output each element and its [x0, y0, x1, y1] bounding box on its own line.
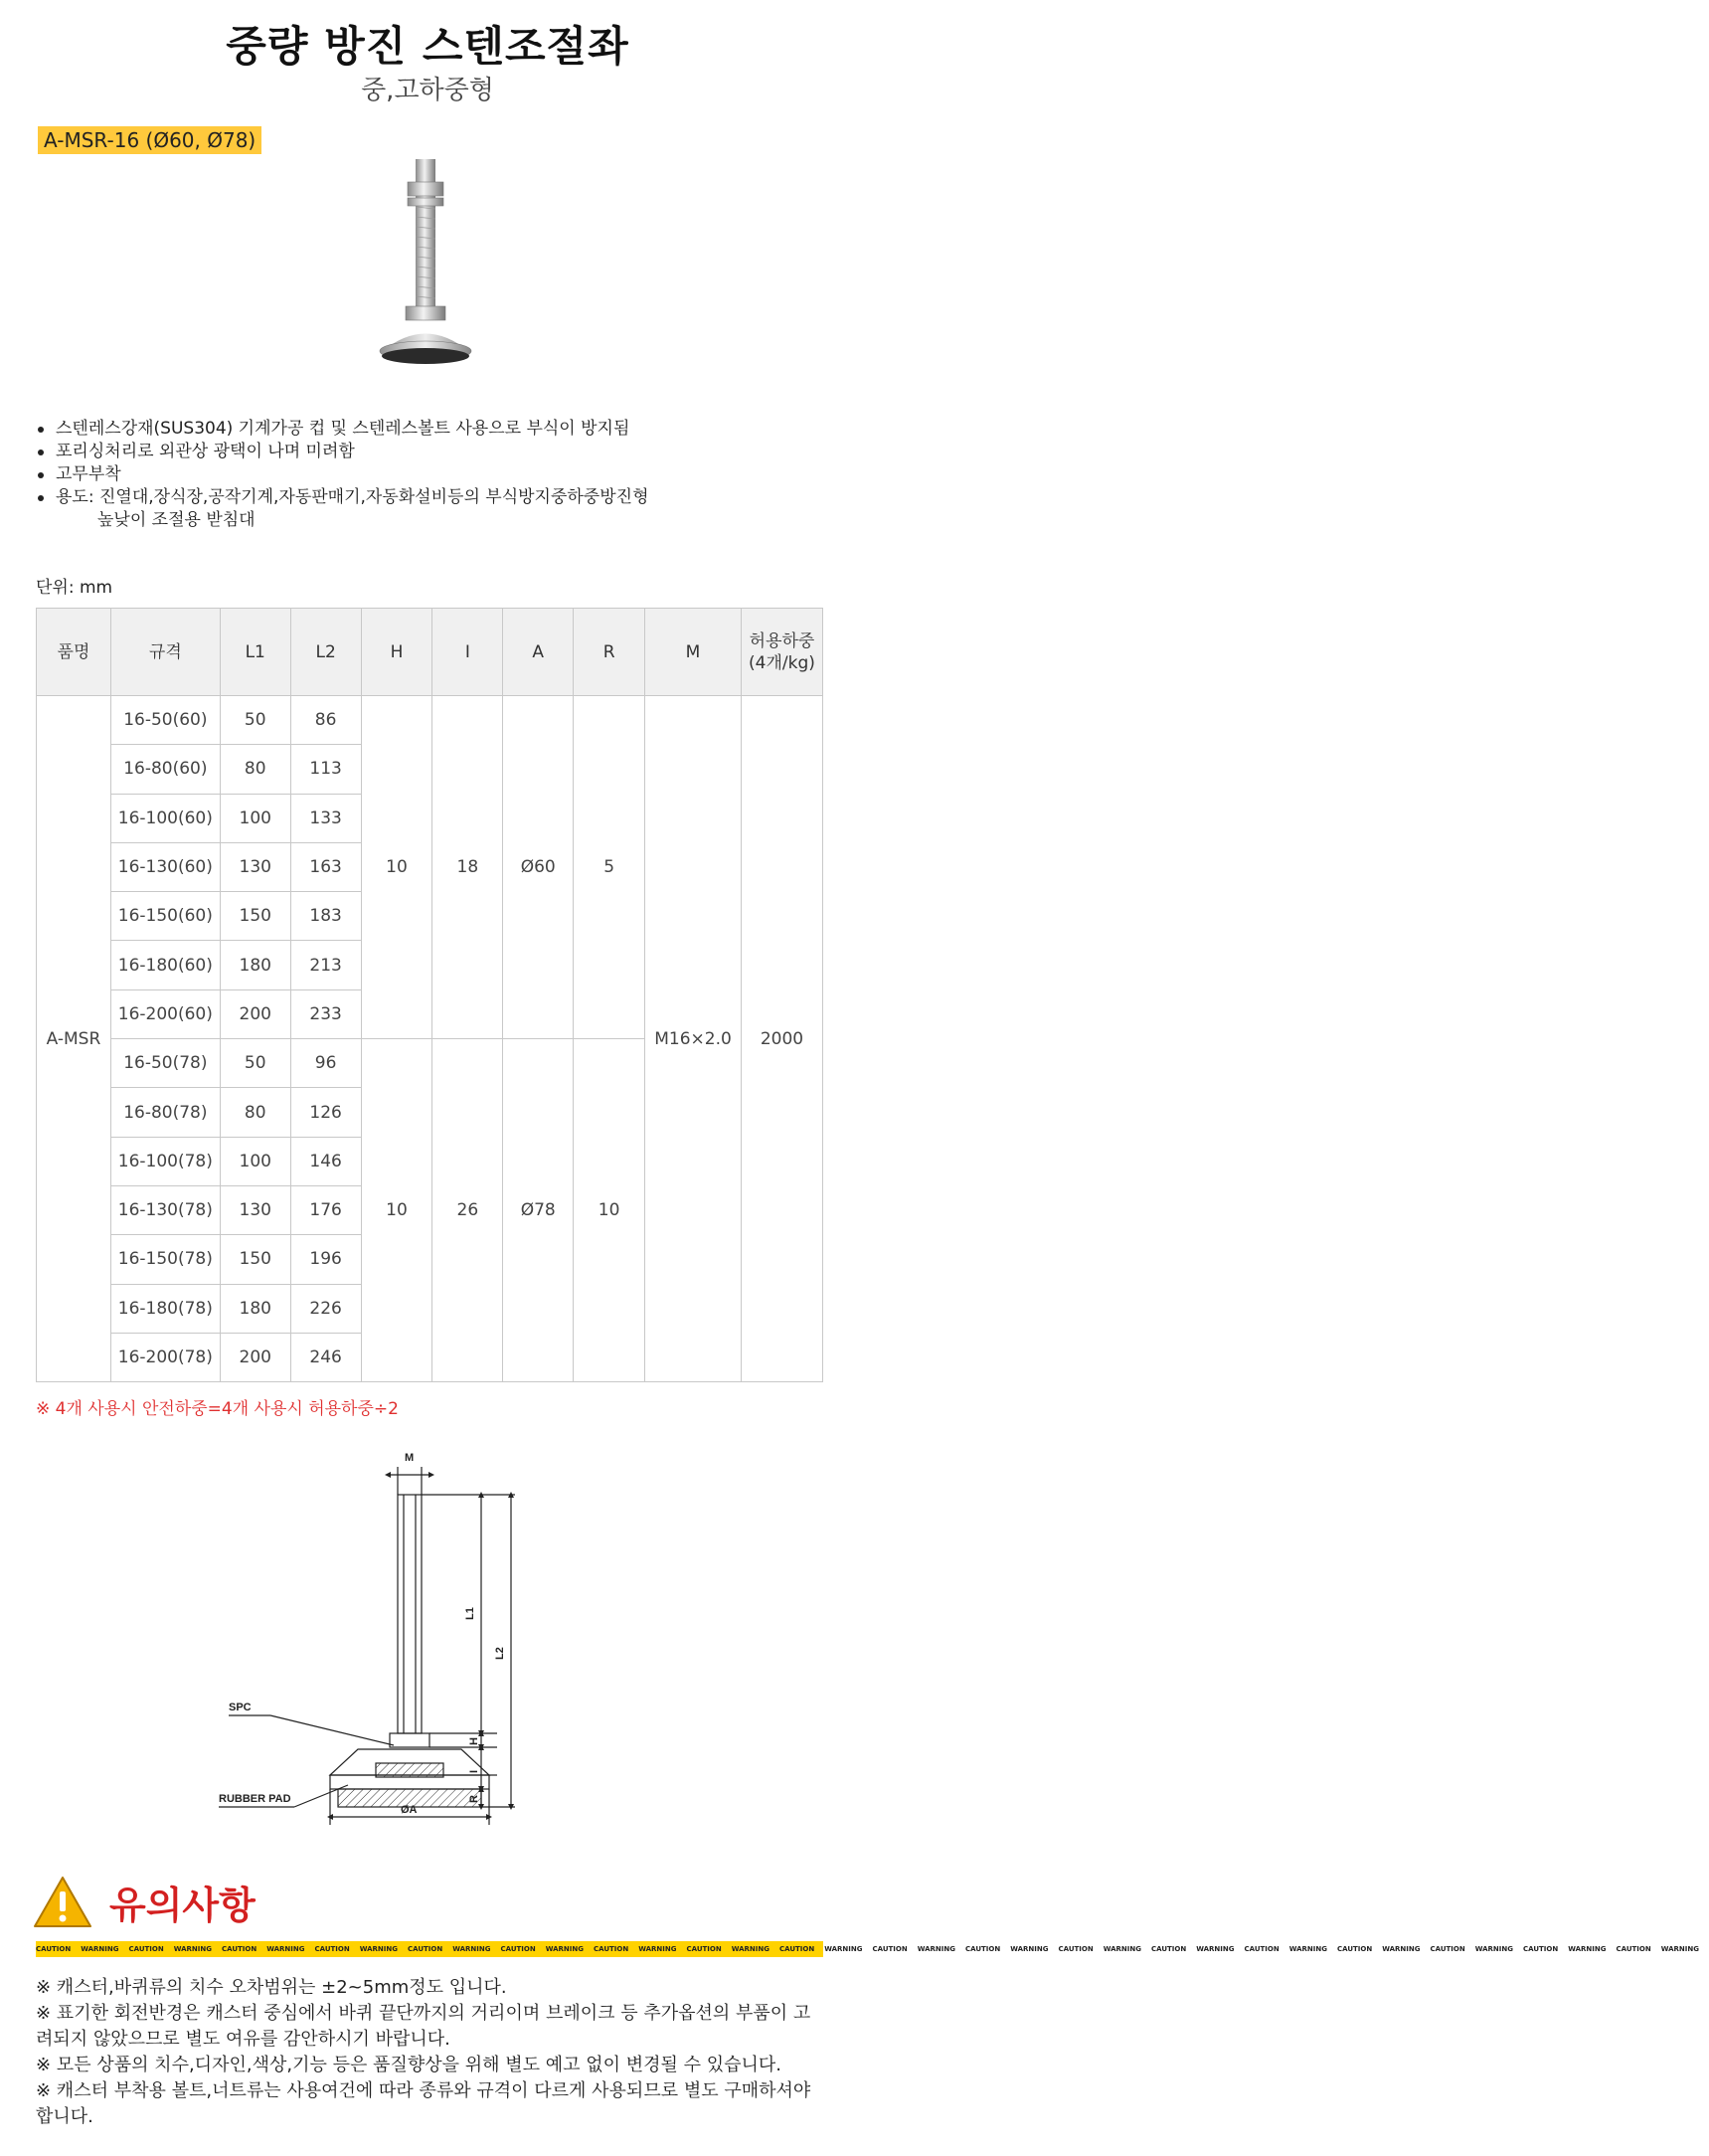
table-cell: 226	[290, 1284, 361, 1333]
tape-word: CAUTION	[1151, 1945, 1187, 1953]
tape-word: WARNING	[81, 1945, 119, 1953]
note-item: ※ 캐스터,바퀴류의 치수 오차범위는 ±2~5mm정도 입니다.	[36, 1977, 507, 1998]
tape-word: WARNING	[266, 1945, 305, 1953]
table-cell: 133	[290, 794, 361, 842]
table-cell: 10	[574, 1039, 645, 1382]
tape-word: WARNING	[545, 1945, 584, 1953]
tape-word: CAUTION	[408, 1945, 443, 1953]
label-l1: L1	[464, 1607, 476, 1620]
label-h: H	[468, 1737, 480, 1745]
tape-word: CAUTION	[1523, 1945, 1559, 1953]
table-cell: 16-150(60)	[110, 892, 220, 941]
table-cell: 50	[220, 1039, 290, 1088]
table-cell: 16-180(60)	[110, 941, 220, 989]
tape-word: WARNING	[1568, 1945, 1607, 1953]
table-cell: A-MSR	[37, 696, 111, 1382]
tape-word: WARNING	[452, 1945, 491, 1953]
table-cell: 180	[220, 1284, 290, 1333]
table-cell: 10	[361, 1039, 432, 1382]
tape-word: CAUTION	[594, 1945, 629, 1953]
tape-word: WARNING	[359, 1945, 398, 1953]
tape-word: CAUTION	[686, 1945, 722, 1953]
tape-word: WARNING	[1196, 1945, 1235, 1953]
label-l2: L2	[494, 1647, 506, 1660]
feature-item: 고무부착	[36, 463, 811, 486]
caution-notes	[36, 1975, 823, 2130]
note-item: ※ 캐스터 부착용 볼트,너트류는 사용여건에 따라 종류와 규격이 다르게 사용되므로 별도 구매하셔야 합니다.	[36, 2080, 811, 2127]
label-a: ØA	[401, 1804, 418, 1816]
tape-word: CAUTION	[1244, 1945, 1280, 1953]
col-header: M	[645, 609, 742, 696]
tape-word: WARNING	[173, 1945, 212, 1953]
table-cell: 2000	[741, 696, 822, 1382]
col-header: 품명	[37, 609, 111, 696]
tape-word: WARNING	[731, 1945, 769, 1953]
feature-list	[36, 418, 811, 532]
caution-title: 유의사항	[109, 1884, 256, 1927]
table-cell: 180	[220, 941, 290, 989]
tape-word: WARNING	[1010, 1945, 1049, 1953]
table-cell: 150	[220, 892, 290, 941]
table-cell: 18	[432, 696, 503, 1039]
table-cell: 50	[220, 696, 290, 745]
table-row	[37, 696, 823, 745]
table-cell: 196	[290, 1235, 361, 1284]
feature-continuation: 높낮이 조절용 받침대	[97, 510, 256, 530]
table-cell: 200	[220, 1333, 290, 1381]
table-cell: 126	[290, 1088, 361, 1137]
feature-item: 용도: 진열대,장식장,공작기계,자동판매기,자동화설비등의 부식방지중하중방진형	[36, 486, 811, 509]
tape-word: CAUTION	[222, 1945, 257, 1953]
tape-word: CAUTION	[128, 1945, 164, 1953]
tape-word: CAUTION	[1058, 1945, 1094, 1953]
table-cell: 16-130(60)	[110, 842, 220, 891]
tape-word: CAUTION	[314, 1945, 350, 1953]
table-cell: 100	[220, 1137, 290, 1185]
dimension-drawing	[199, 1447, 616, 1825]
tape-word: WARNING	[638, 1945, 677, 1953]
table-cell: 5	[574, 696, 645, 1039]
tape-word: WARNING	[1288, 1945, 1327, 1953]
col-header: A	[503, 609, 574, 696]
table-cell: 96	[290, 1039, 361, 1088]
caution-tape	[36, 1941, 1699, 1957]
table-cell: 130	[220, 842, 290, 891]
table-cell: M16×2.0	[645, 696, 742, 1382]
tape-word: WARNING	[917, 1945, 955, 1953]
col-header: I	[432, 609, 503, 696]
table-cell: 16-200(78)	[110, 1333, 220, 1381]
label-m: M	[405, 1452, 415, 1464]
col-header: L2	[290, 609, 361, 696]
spec-table	[36, 608, 823, 1382]
unit-label: 단위: mm	[36, 578, 113, 598]
col-header: L1	[220, 609, 290, 696]
tape-word: CAUTION	[779, 1945, 815, 1953]
table-cell: 80	[220, 1088, 290, 1137]
safety-note: ※ 4개 사용시 안전하중=4개 사용시 허용하중÷2	[36, 1399, 399, 1419]
col-header: R	[574, 609, 645, 696]
table-cell: 183	[290, 892, 361, 941]
label-i: I	[468, 1769, 480, 1773]
label-r: R	[468, 1795, 480, 1803]
table-cell: 100	[220, 794, 290, 842]
table-cell: 163	[290, 842, 361, 891]
tape-word: WARNING	[824, 1945, 863, 1953]
table-cell: 16-80(60)	[110, 745, 220, 794]
feature-item: 포리싱처리로 외관상 광택이 나며 미려함	[36, 441, 811, 463]
page-subtitle: 중,고하중형	[361, 76, 494, 105]
warning-icon	[32, 1875, 93, 1930]
tape-word: WARNING	[1382, 1945, 1421, 1953]
table-cell: 16-180(78)	[110, 1284, 220, 1333]
table-cell: 176	[290, 1185, 361, 1234]
table-cell: 10	[361, 696, 432, 1039]
model-tag: A-MSR-16 (Ø60, Ø78)	[38, 126, 261, 154]
tape-word: CAUTION	[872, 1945, 908, 1953]
table-cell: 146	[290, 1137, 361, 1185]
table-cell: 233	[290, 989, 361, 1038]
product-photo	[328, 147, 527, 406]
table-cell: 80	[220, 745, 290, 794]
table-cell: 16-150(78)	[110, 1235, 220, 1284]
table-cell: 246	[290, 1333, 361, 1381]
label-spc: SPC	[229, 1702, 252, 1713]
tape-word: WARNING	[1103, 1945, 1141, 1953]
note-item: ※ 모든 상품의 치수,디자인,색상,기능 등은 품질향상을 위해 별도 예고 없이 변경될 수 있습니다.	[36, 2055, 781, 2075]
table-cell: 26	[432, 1039, 503, 1382]
table-cell: 16-100(60)	[110, 794, 220, 842]
table-cell: 16-200(60)	[110, 989, 220, 1038]
tape-word: CAUTION	[36, 1945, 72, 1953]
table-cell: 213	[290, 941, 361, 989]
table-cell: 200	[220, 989, 290, 1038]
table-header-row	[37, 609, 823, 696]
col-header: 규격	[110, 609, 220, 696]
table-cell: 130	[220, 1185, 290, 1234]
tape-word: CAUTION	[1616, 1945, 1651, 1953]
table-cell: 16-80(78)	[110, 1088, 220, 1137]
tape-word: CAUTION	[500, 1945, 536, 1953]
note-item: ※ 표기한 회전반경은 캐스터 중심에서 바퀴 끝단까지의 거리이며 브레이크 등 추가옵션의 부품이 고려되지 않았으므로 별도 여유를 감안하시기 바랍니다.	[36, 2003, 811, 2050]
page-title: 중량 방진 스텐조절좌	[226, 22, 629, 71]
label-rubber-pad: RUBBER PAD	[219, 1793, 291, 1805]
tape-word: CAUTION	[1430, 1945, 1465, 1953]
table-cell: Ø60	[503, 696, 574, 1039]
col-header: 허용하중 (4개/kg)	[741, 609, 822, 696]
table-cell: 86	[290, 696, 361, 745]
table-cell: Ø78	[503, 1039, 574, 1382]
tape-word: CAUTION	[1337, 1945, 1373, 1953]
tape-word: WARNING	[1660, 1945, 1699, 1953]
tape-word: WARNING	[1474, 1945, 1513, 1953]
feature-item: 스텐레스강재(SUS304) 기계가공 컵 및 스텐레스볼트 사용으로 부식이 방지됨	[36, 418, 811, 441]
table-cell: 150	[220, 1235, 290, 1284]
col-header: H	[361, 609, 432, 696]
tape-word: CAUTION	[965, 1945, 1001, 1953]
table-cell: 16-50(60)	[110, 696, 220, 745]
table-cell: 16-130(78)	[110, 1185, 220, 1234]
table-cell: 16-50(78)	[110, 1039, 220, 1088]
table-cell: 16-100(78)	[110, 1137, 220, 1185]
table-cell: 113	[290, 745, 361, 794]
